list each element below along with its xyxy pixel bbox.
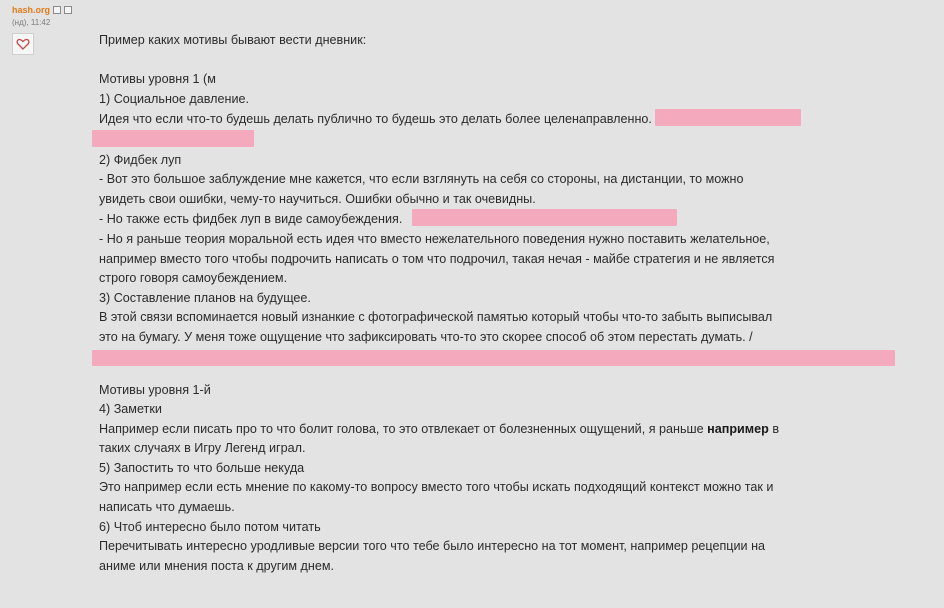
item1-text-line bbox=[99, 109, 914, 130]
heart-icon bbox=[16, 37, 30, 51]
item4-text-a-line bbox=[99, 420, 914, 440]
journal-icon[interactable] bbox=[64, 6, 72, 14]
item4-text-a-end: в bbox=[772, 421, 780, 436]
item3-text-b: это на бумагу. У меня тоже ощущение что зафиксировать что-то это скорее способ об этом перестать думать. / bbox=[99, 329, 753, 344]
avatar[interactable] bbox=[12, 33, 34, 55]
author-link[interactable]: hash.org bbox=[12, 5, 51, 15]
item2-p2-line bbox=[99, 209, 914, 230]
post-meta bbox=[12, 4, 102, 55]
item2-p2: - Но также есть фидбек луп в виде самоубеждения. bbox=[99, 212, 403, 227]
item2-p3b: например вместо того чтобы подрочить написать о том что подрочил, такая нечая - майбе стратегия и не является bbox=[99, 251, 775, 266]
item5-title: 5) Запостить то что больше некуда bbox=[99, 460, 305, 475]
profile-icon[interactable] bbox=[53, 6, 61, 14]
level2-title: Мотивы уровня 1-й bbox=[99, 382, 211, 397]
item6-text-b: аниме или мнения поста к другим днем. bbox=[99, 558, 335, 573]
item4-text-b: таких случаях в Игру Легенд играл. bbox=[99, 441, 306, 456]
item2-p1b: увидеть свои ошибки, чему-то научиться. Ошибки обычно и так очевидны. bbox=[99, 191, 536, 206]
item3-text-a: В этой связи вспоминается новый изнанкие с фотографической памятью который чтобы что-то забыть выписывал bbox=[99, 310, 773, 325]
post-time: (нд), 11:42 bbox=[12, 18, 51, 27]
item1-text: Идея что если что-то будешь делать публично то будешь это делать более целенаправленно. bbox=[99, 112, 652, 127]
level1-title: Мотивы уровня 1 (м bbox=[99, 72, 216, 87]
item6-text-a: Перечитывать интересно уродливые версии того что тебе было интересно на тот момент, например рецепции на bbox=[99, 539, 766, 554]
item1-title: 1) Социальное давление. bbox=[99, 91, 250, 106]
item1-spoiler-line bbox=[99, 130, 914, 151]
item2-title: 2) Фидбек луп bbox=[99, 152, 182, 167]
item2-p1a: - Вот это большое заблуждение мне кажется, что если взглянуть на себя со стороны, на дистанции, то можно bbox=[99, 172, 744, 187]
author-row bbox=[12, 4, 102, 16]
item5-text-b: написать что думаешь. bbox=[99, 500, 235, 515]
item2-p3c: строго говоря самоубеждением. bbox=[99, 271, 288, 286]
item3-title: 3) Составление планов на будущее. bbox=[99, 290, 311, 305]
item4-text-a: Например если писать про то что болит голова, то это отвлекает от болезненных ощущений, я раньше bbox=[99, 421, 704, 436]
item5-text-a: Это например если есть мнение по какому-то вопросу вместо того чтобы искать подходящий контекст можно так и bbox=[99, 480, 774, 495]
item2-p3a: - Но я раньше теория моральной есть идея что вместо нежелательного поведения нужно поставить желательное, bbox=[99, 231, 770, 246]
post-body bbox=[99, 31, 914, 576]
item6-title: 6) Чтоб интересно было потом читать bbox=[99, 519, 321, 534]
item4-emphasis: например bbox=[707, 421, 769, 436]
spoiler-band[interactable] bbox=[92, 350, 895, 366]
intro-line: Пример каких мотивы бывают вести дневник: bbox=[99, 33, 367, 47]
spoiler-block[interactable] bbox=[655, 109, 801, 126]
spoiler-block[interactable] bbox=[92, 130, 254, 147]
item4-title: 4) Заметки bbox=[99, 402, 162, 417]
spoiler-block[interactable] bbox=[412, 209, 677, 226]
